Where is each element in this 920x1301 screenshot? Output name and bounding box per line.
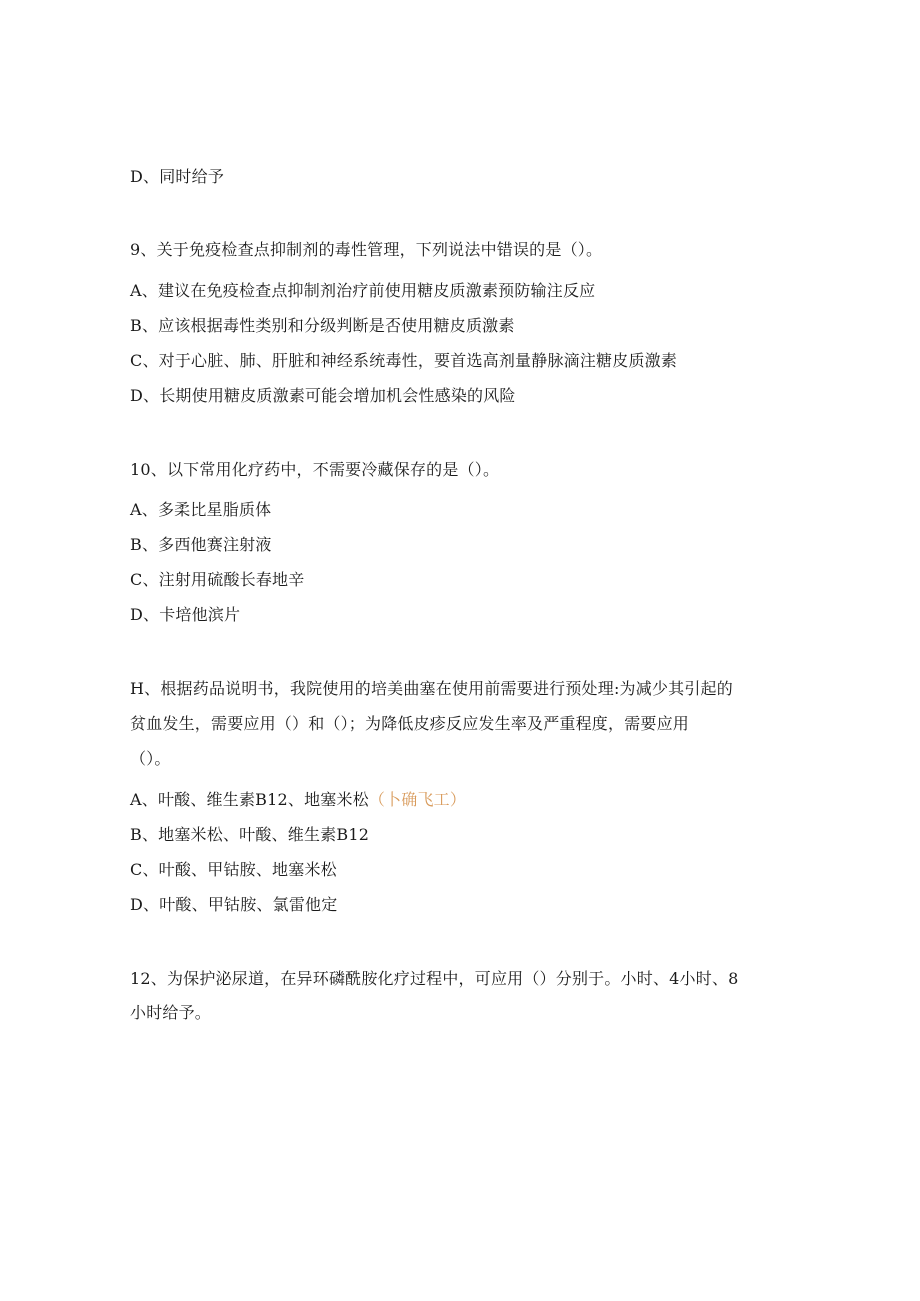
q10-question: 10、以下常用化疗药中，不需要冷藏保存的是（）。: [130, 460, 500, 479]
q11-option-a: [130, 790, 466, 810]
q11-option-a-note: （卜确飞工）: [368, 790, 467, 809]
q11-option-a-text: A、叶酸、维生素B12、地塞米松: [130, 790, 369, 809]
q10-option-c: C、注射用硫酸长春地辛: [130, 570, 305, 589]
q10-option-b: B、多西他赛注射液: [130, 535, 272, 554]
q11-option-d: D、叶酸、甲钴胺、氯雷他定: [130, 895, 338, 914]
q9-option-b: B、应该根据毒性类别和分级判断是否使用糖皮质激素: [130, 316, 515, 335]
q12-question-line-1: 12、为保护泌尿道，在异环磷酰胺化疗过程中，可应用（）分别于。小时、4小时、8: [130, 969, 739, 988]
q9-question: 9、关于免疫检查点抑制剂的毒性管理，下列说法中错误的是（）。: [130, 240, 603, 259]
q8-option-d: D、同时给予: [130, 167, 225, 186]
q11-question-line-2: 贫血发生，需要应用（）和（）；为降低皮疹反应发生率及严重程度，需要应用: [130, 714, 690, 733]
q9-option-a: A、建议在免疫检查点抑制剂治疗前使用糖皮质激素预防输注反应: [130, 281, 596, 300]
q9-option-c: C、对于心脏、肺、肝脏和神经系统毒性，要首选高剂量静脉滴注糖皮质激素: [130, 351, 678, 370]
q11-question-line-3: （）。: [130, 749, 171, 768]
q9-option-d: D、长期使用糖皮质激素可能会增加机会性感染的风险: [130, 386, 516, 405]
q10-option-a: A、多柔比星脂质体: [130, 500, 272, 519]
q11-option-b: B、地塞米松、叶酸、维生素B12: [130, 825, 370, 844]
q12-question-line-2: 小时给予。: [130, 1003, 212, 1022]
q11-question-line-1: H、根据药品说明书，我院使用的培美曲塞在使用前需要进行预处理:为减少其引起的: [130, 679, 733, 698]
q11-option-c: C、叶酸、甲钴胺、地塞米松: [130, 860, 337, 879]
q10-option-d: D、卡培他滨片: [130, 605, 241, 624]
